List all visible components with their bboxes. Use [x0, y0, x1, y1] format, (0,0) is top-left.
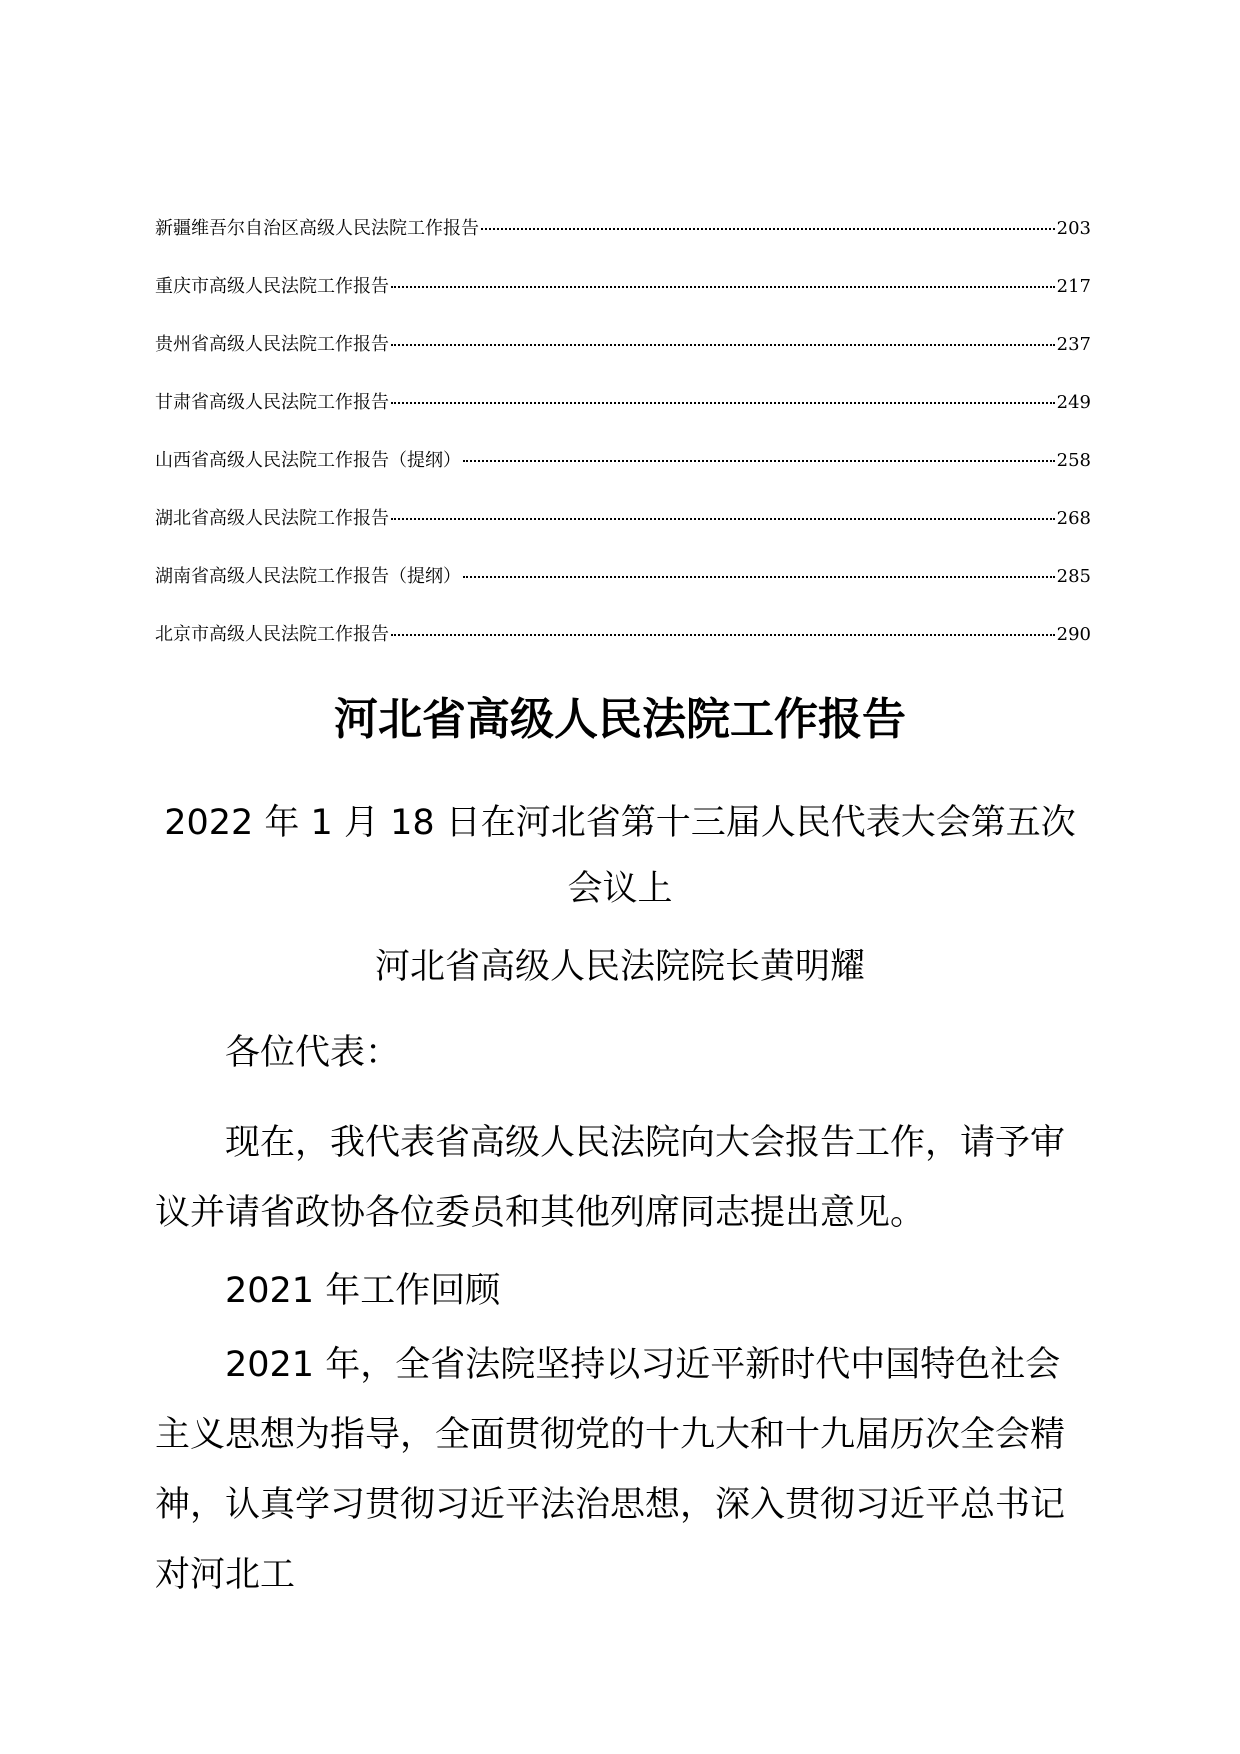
toc-leader-dots	[463, 440, 1055, 462]
toc-entry[interactable]	[155, 328, 1091, 386]
toc-entry-title: 甘肃省高级人民法院工作报告	[155, 392, 389, 413]
toc-entry-page: 217	[1056, 276, 1091, 297]
report-author: 河北省高级人民法院院长黄明耀	[374, 947, 865, 987]
toc-entry-title: 湖北省高级人民法院工作报告	[155, 508, 389, 529]
toc-entry-title: 新疆维吾尔自治区高级人民法院工作报告	[155, 218, 479, 239]
toc-entry[interactable]	[155, 560, 1091, 618]
toc-entry[interactable]	[155, 618, 1091, 676]
toc-entry[interactable]	[155, 270, 1091, 328]
toc-entry-page: 237	[1056, 334, 1091, 355]
toc-entry-title: 贵州省高级人民法院工作报告	[155, 334, 389, 355]
table-of-contents	[155, 212, 1091, 676]
toc-leader-dots	[391, 498, 1055, 520]
report-subtitle: 2022 年 1 月 18 日在河北省第十三届人民代表大会第五次会议上	[164, 803, 1076, 909]
toc-leader-dots	[391, 324, 1055, 346]
toc-leader-dots	[391, 266, 1055, 288]
toc-entry[interactable]	[155, 444, 1091, 502]
section-heading: 2021 年工作回顾	[225, 1271, 501, 1311]
intro-paragraph: 现在，我代表省高级人民法院向大会报告工作，请予审议并请省政协各位委员和其他列席同志提出意见。	[155, 1123, 1066, 1233]
toc-leader-dots	[463, 556, 1055, 578]
greeting-paragraph: 各位代表：	[225, 1033, 401, 1073]
toc-leader-dots	[481, 208, 1055, 230]
toc-entry[interactable]	[155, 212, 1091, 270]
toc-entry-title: 湖南省高级人民法院工作报告（提纲）	[155, 566, 461, 587]
toc-entry-page: 249	[1056, 392, 1091, 413]
toc-leader-dots	[391, 382, 1055, 404]
toc-entry-page: 258	[1056, 450, 1091, 471]
report-title: 河北省高级人民法院工作报告	[334, 694, 906, 745]
toc-entry-title: 山西省高级人民法院工作报告（提纲）	[155, 450, 461, 471]
toc-entry-title: 重庆市高级人民法院工作报告	[155, 276, 389, 297]
toc-entry-page: 290	[1056, 624, 1091, 645]
toc-entry[interactable]	[155, 386, 1091, 444]
toc-entry[interactable]	[155, 502, 1091, 560]
toc-entry-page: 203	[1056, 218, 1091, 239]
toc-entry-page: 285	[1056, 566, 1091, 587]
toc-entry-page: 268	[1056, 508, 1091, 529]
body-paragraph: 2021 年，全省法院坚持以习近平新时代中国特色社会主义思想为指导，全面贯彻党的十九大和十九届历次全会精神，认真学习贯彻习近平法治思想，深入贯彻习近平总书记对河北工	[155, 1345, 1066, 1595]
toc-leader-dots	[391, 614, 1055, 636]
toc-entry-title: 北京市高级人民法院工作报告	[155, 624, 389, 645]
